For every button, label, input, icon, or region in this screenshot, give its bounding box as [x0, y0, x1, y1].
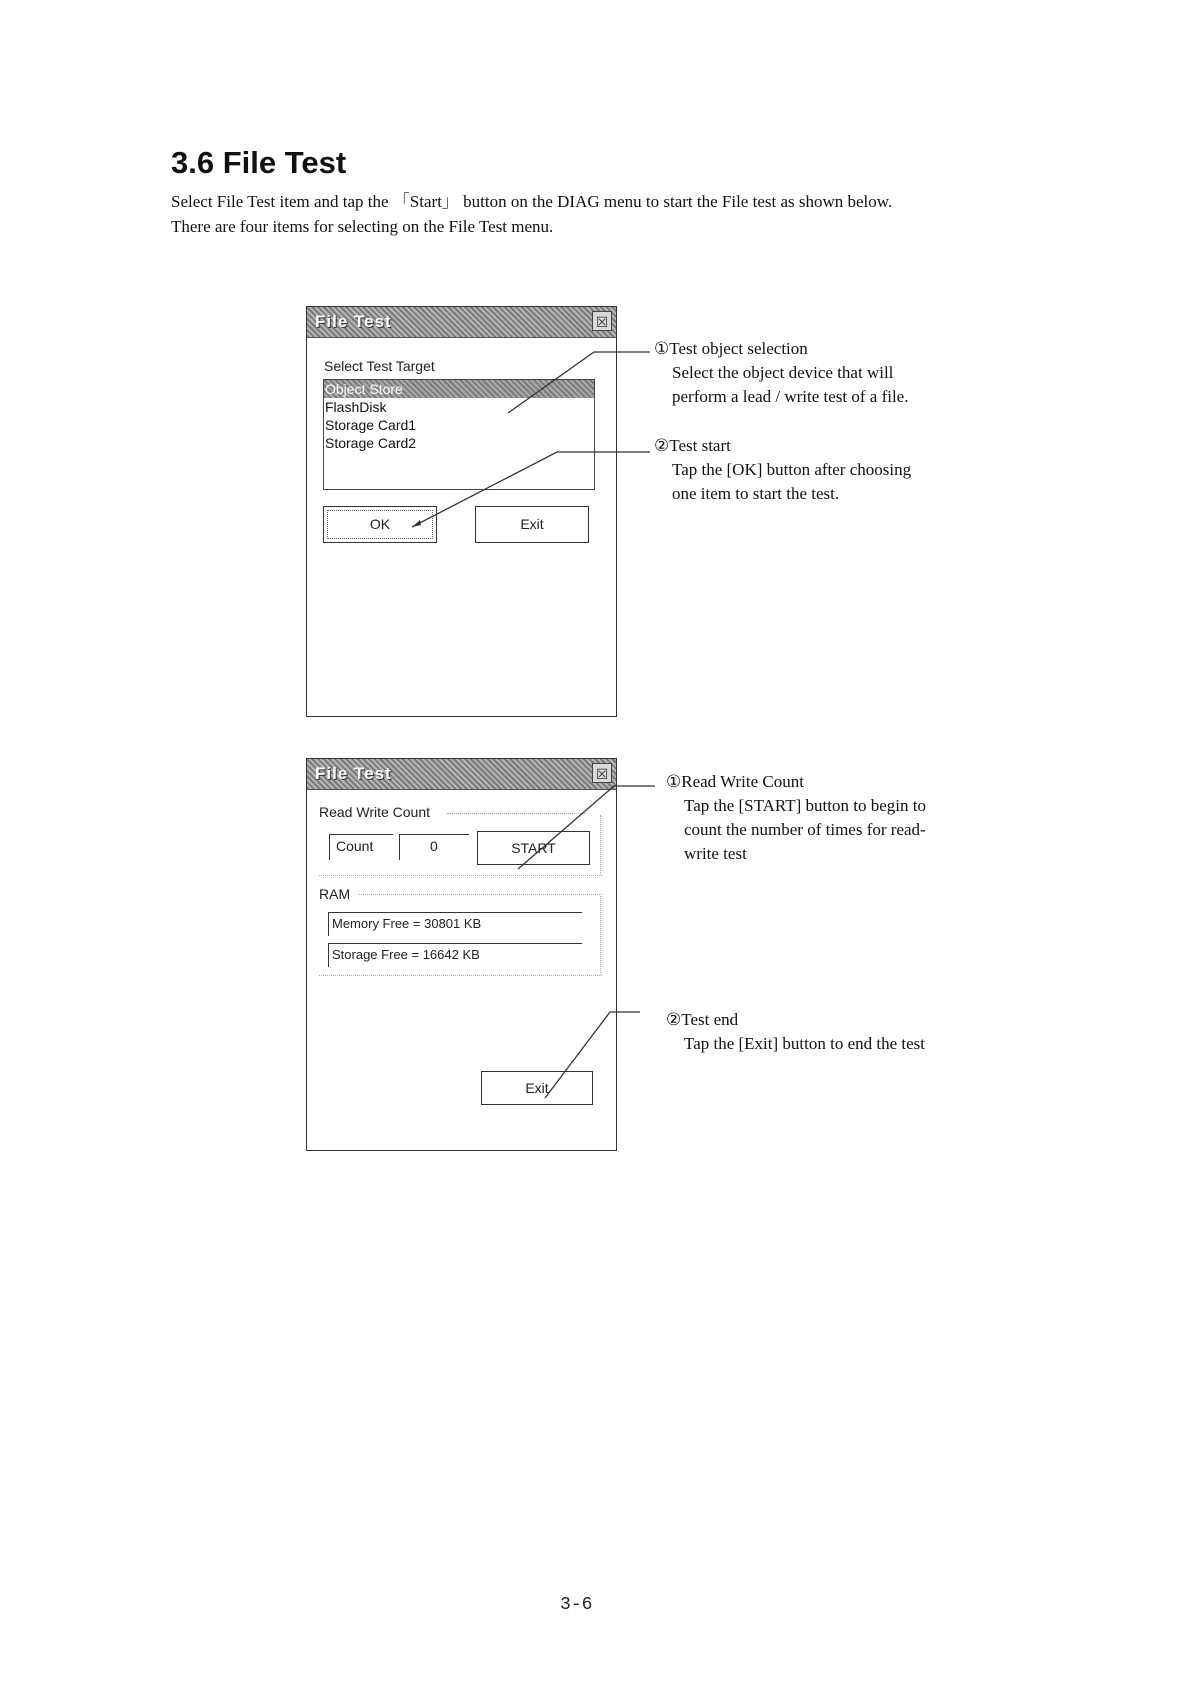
callout-title: ①Test object selection	[654, 339, 808, 358]
group-divider	[319, 875, 602, 876]
callout-read-write-count	[666, 770, 926, 866]
list-item-storage-card1[interactable]: Storage Card1	[325, 417, 417, 433]
count-value-field: 0	[399, 834, 469, 860]
callout-title: ②Test start	[654, 436, 731, 455]
window-title: File Test	[315, 764, 392, 783]
callout-test-object-selection	[654, 337, 908, 409]
callout-body-line: one item to start the test.	[672, 484, 840, 503]
callout-body-line: perform a lead / write test of a file.	[672, 387, 909, 406]
window-title: File Test	[315, 312, 392, 331]
intro-line-2: There are four items for selecting on the File Test menu.	[171, 217, 554, 236]
title-bar	[307, 307, 616, 338]
ram-label: RAM	[319, 886, 351, 902]
callout-title: ②Test end	[666, 1010, 739, 1029]
callout-body-line: count the number of times for read-	[684, 820, 926, 839]
callout-body-line: Tap the [START] button to begin to	[684, 796, 926, 815]
file-test-select-window	[306, 306, 617, 717]
start-button[interactable]: START	[477, 831, 590, 865]
storage-free-field: Storage Free = 16642 KB	[328, 943, 582, 967]
close-icon[interactable]: ☒	[592, 311, 612, 331]
intro-paragraph	[171, 189, 892, 239]
exit-button[interactable]: Exit	[475, 506, 589, 543]
section-heading: 3.6 File Test	[171, 145, 347, 180]
title-bar	[307, 759, 616, 790]
callout-body-line: Tap the [Exit] button to end the test	[684, 1034, 926, 1053]
callout-title: ①Read Write Count	[666, 772, 804, 791]
test-target-listbox[interactable]	[323, 379, 595, 490]
group-divider	[319, 975, 602, 976]
group-divider	[359, 894, 602, 895]
callout-test-end	[666, 1008, 925, 1056]
close-icon[interactable]: ☒	[592, 763, 612, 783]
callout-body-line: write test	[684, 844, 747, 863]
ok-button[interactable]: OK	[323, 506, 437, 543]
page-number: 3-6	[560, 1595, 593, 1615]
select-test-target-label: Select Test Target	[324, 358, 435, 374]
group-divider	[447, 813, 587, 814]
callout-body-line: Tap the [OK] button after choosing	[672, 460, 912, 479]
memory-free-field: Memory Free = 30801 KB	[328, 912, 582, 936]
count-field-label: Count	[329, 834, 393, 860]
intro-line-1: Select File Test item and tap the 「Start」 button on the DIAG menu to start the File test as shown below.	[171, 192, 893, 211]
exit-button[interactable]: Exit	[481, 1071, 593, 1105]
read-write-count-label: Read Write Count	[319, 804, 431, 820]
list-item-flashdisk[interactable]: FlashDisk	[325, 399, 387, 415]
group-divider	[600, 815, 601, 875]
file-test-run-window	[306, 758, 617, 1151]
group-divider	[600, 896, 601, 975]
list-item-storage-card2[interactable]: Storage Card2	[325, 435, 417, 451]
callout-test-start	[654, 434, 911, 506]
list-item-object-store[interactable]: Object Store	[324, 380, 594, 398]
callout-body-line: Select the object device that will	[672, 363, 894, 382]
